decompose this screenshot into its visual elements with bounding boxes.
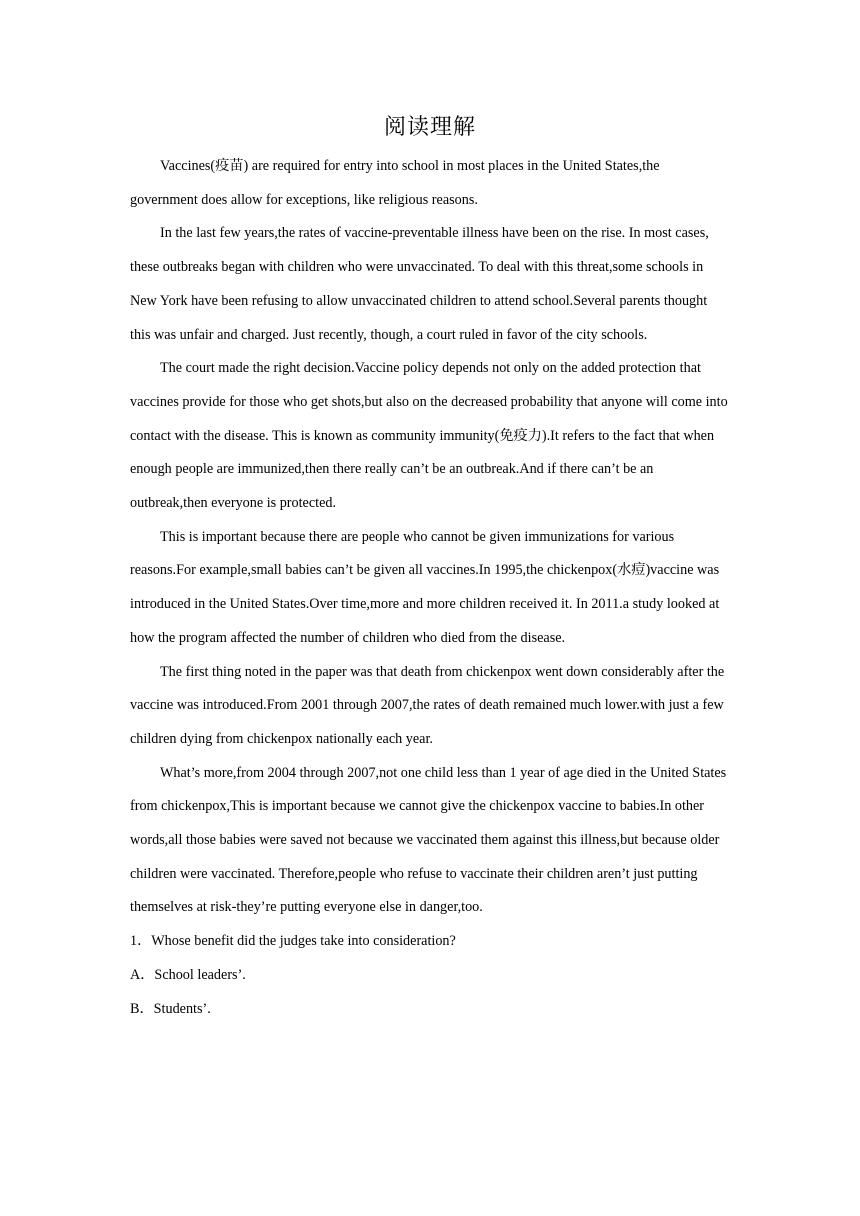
question-1: 1．Whose benefit did the judges take into consideration? (130, 933, 456, 950)
paragraph-6: What’s more,from 2004 through 2007,not one child less than 1 year of age died in the United States from chickenpox,This is important because we cannot give the chickenpox vaccine to babies.In other words,all those babies were saved not because we vaccinated them against this illness,but because older children were vaccinated. Therefore,people who refuse to vaccinate their children aren’t just putting themselves at risk-they’re putting everyone else in danger,too. (130, 764, 727, 916)
paragraph-1: Vaccines(疫苗) are required for entry into school in most places in the United States,the government does allow for exceptions, like religious reasons. (130, 158, 660, 208)
option-a: A．School leaders’. (130, 966, 246, 983)
passage-body (130, 150, 730, 1026)
page-title: 阅读理解 (383, 114, 476, 139)
paragraph-2: In the last few years,the rates of vaccine-preventable illness have been on the rise. In most cases, these outbreaks began with children who were unvaccinated. To deal with this threat,some schools in New York have been refusing to allow unvaccinated children to attend school.Several parents thought this was unfair and charged. Just recently, though, a court ruled in favor of the city schools. (130, 225, 709, 343)
paragraph-5: The first thing noted in the paper was that death from chickenpox went down considerably after the vaccine was introduced.From 2001 through 2007,the rates of death remained much lower.with just a few children dying from chickenpox nationally each year. (130, 663, 725, 747)
paragraph-3: The court made the right decision.Vaccine policy depends not only on the added protection that vaccines provide for those who get shots,but also on the decreased probability that anyone will come into contact with the disease. This is known as community immunity(免疫力).It refers to the fact that when enough people are immunized,then there really can’t be an outbreak.And if there can’t be an outbreak,then everyone is protected. (130, 360, 728, 512)
option-b: B．Students’. (130, 1000, 211, 1017)
paragraph-4: This is important because there are people who cannot be given immunizations for various reasons.For example,small babies can’t be given all vaccines.In 1995,the chickenpox(水痘)vaccine was introduced in the United States.Over time,more and more children received it. In 2011.a study looked at how the program affected the number of children who died from the disease. (130, 528, 720, 646)
